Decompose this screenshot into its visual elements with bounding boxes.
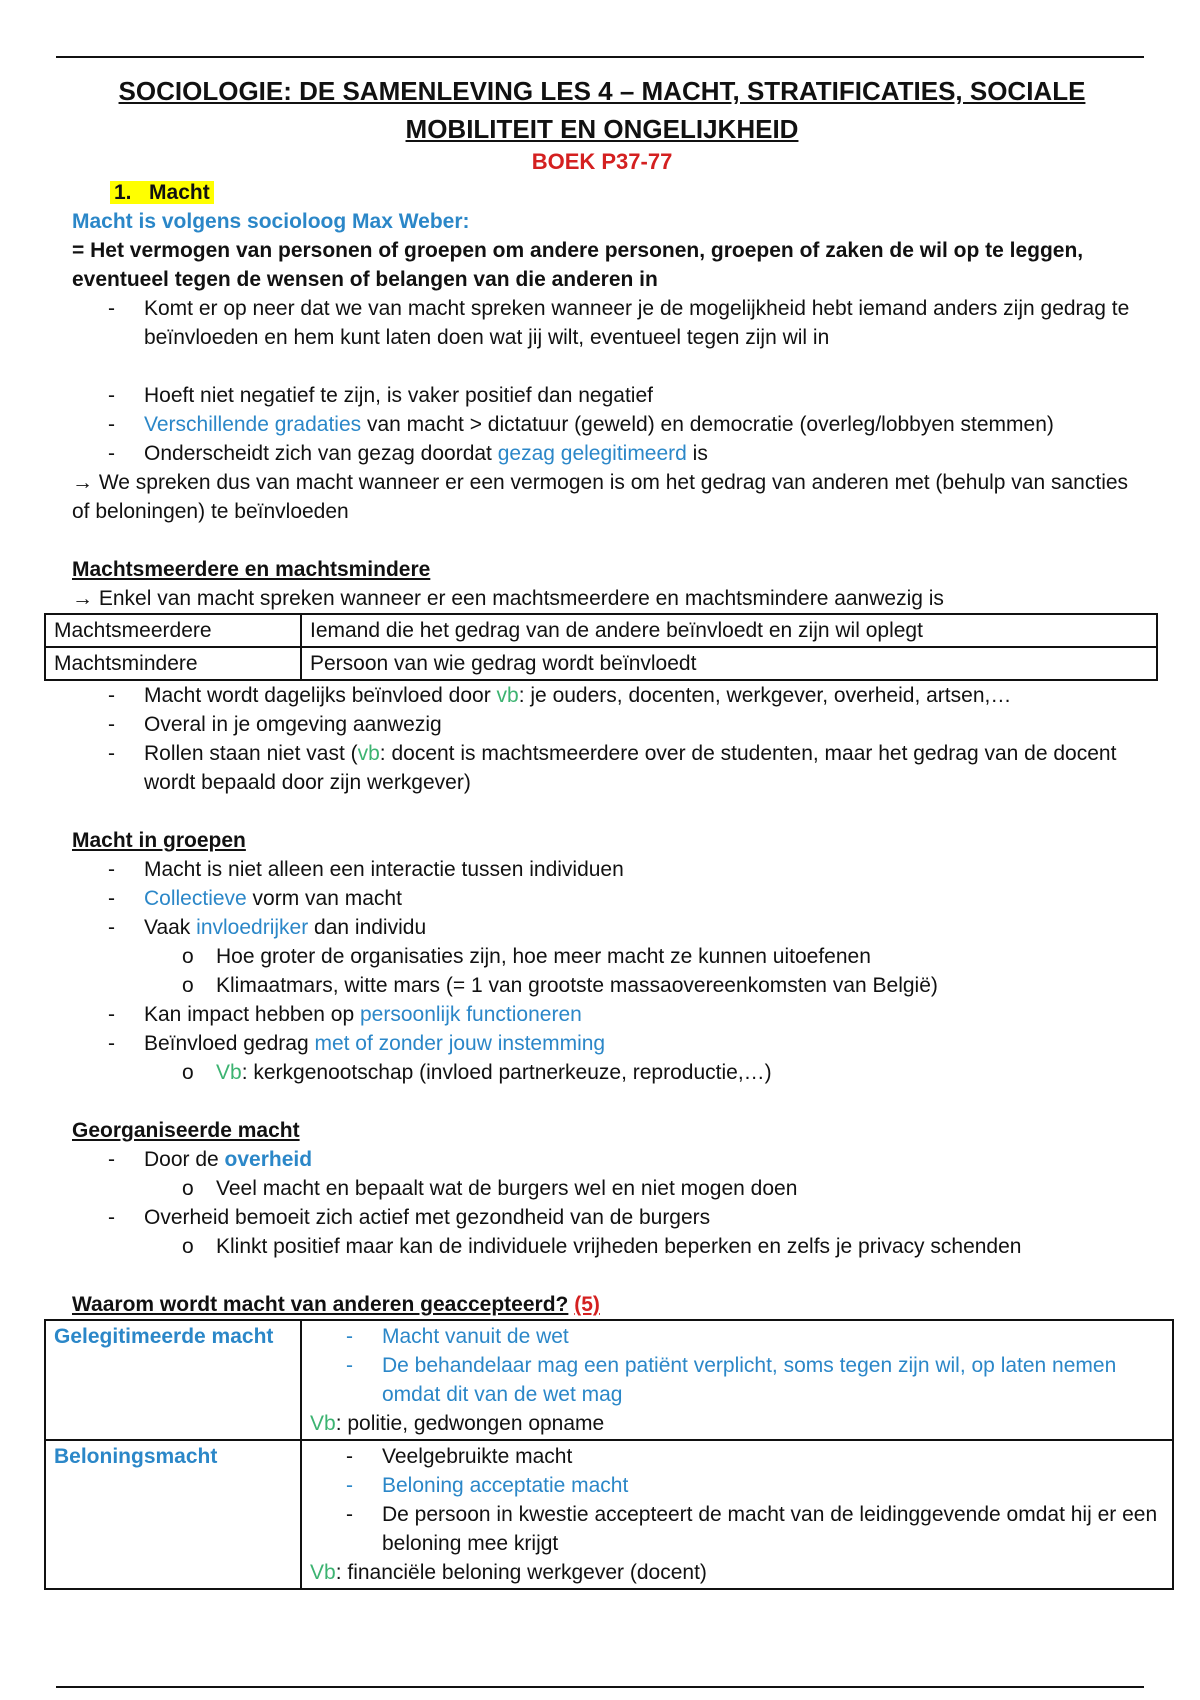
list-item: o Klinkt positief maar kan de individuele vrijheden beperken en zelfs je privacy schenden	[72, 1232, 1132, 1261]
table-row: Machtsmeerdere Iemand die het gedrag van de andere beïnvloedt en zijn wil oplegt	[45, 614, 1157, 647]
macht-bullets-2	[72, 381, 1132, 468]
top-rule	[56, 56, 1144, 58]
table-row: Beloningsmacht - Veelgebruikte macht - Beloning acceptatie macht - De persoon in kwestie accepteert de macht van de leidinggevende omdat hij er een beloning mee krijgt Vb: financiële beloning werkgever (docent)	[45, 1440, 1173, 1589]
georganiseerd-bullets-2	[72, 1203, 1132, 1232]
weber-intro: Macht is volgens socioloog Max Weber:	[72, 210, 470, 233]
georganiseerd-subbullets-2	[72, 1232, 1132, 1261]
groepen-bullets	[72, 855, 1132, 942]
list-item: - Macht is niet alleen een interactie tussen individuen	[72, 855, 1132, 884]
list-item: o Klimaatmars, witte mars (= 1 van grootste massaovereenkomsten van België)	[72, 971, 1132, 1000]
macht-definition: = Het vermogen van personen of groepen om andere personen, groepen of zaken de wil op te leggen, eventueel tegen de wensen of belangen van die anderen in	[72, 239, 1084, 291]
machtsmeerdere-note: → Enkel van macht spreken wanneer er een machtsmeerdere en machtsmindere aanwezig is	[72, 587, 944, 610]
groepen-subbullets-2	[72, 1058, 1132, 1087]
list-item: - Komt er op neer dat we van macht spreken wanneer je de mogelijkheid hebt iemand anders zijn gedrag te beïnvloeden en hem kunt laten doen wat jij wilt, eventueel tegen zijn wil in	[72, 294, 1132, 352]
heading-georganiseerde-macht: Georganiseerde macht	[72, 1119, 300, 1142]
acceptatie-table	[44, 1319, 1174, 1590]
list-item: - Beloning acceptatie macht	[310, 1471, 1164, 1500]
list-item: - Verschillende gradaties van macht > dictatuur (geweld) en democratie (overleg/lobbyen stemmen)	[72, 410, 1132, 439]
bottom-rule	[56, 1686, 1144, 1688]
list-item: - Macht vanuit de wet	[310, 1322, 1164, 1351]
list-item: - De behandelaar mag een patiënt verplicht, soms tegen zijn wil, op laten nemen omdat dit van de wet mag	[310, 1351, 1164, 1409]
list-item: - Collectieve vorm van macht	[72, 884, 1132, 913]
list-item: - Veelgebruikte macht	[310, 1442, 1164, 1471]
list-item: - Overheid bemoeit zich actief met gezondheid van de burgers	[72, 1203, 1132, 1232]
page-title: SOCIOLOGIE: DE SAMENLEVING LES 4 – MACHT, STRATIFICATIES, SOCIALE MOBILITEIT EN ONGELIJKHEID	[118, 76, 1086, 144]
table-row: Machtsmindere Persoon van wie gedrag wordt beïnvloedt	[45, 647, 1157, 680]
macht-conclusion: → We spreken dus van macht wanneer er een vermogen is om het gedrag van anderen met (behulp van sancties of beloningen) te beïnvloeden	[72, 471, 1129, 523]
example-line: Vb: financiële beloning werkgever (docent)	[310, 1561, 707, 1584]
heading-macht-in-groepen: Macht in groepen	[72, 829, 246, 852]
list-item: - Vaak invloedrijker dan individu	[72, 913, 1132, 942]
section-heading-macht: 1. Macht	[72, 178, 1132, 207]
list-item: - Kan impact hebben op persoonlijk functioneren	[72, 1000, 1132, 1029]
groepen-bullets-2	[72, 1000, 1132, 1058]
book-reference: BOEK P37-77	[531, 149, 673, 174]
list-item: o Vb: kerkgenootschap (invloed partnerkeuze, reproductie,…)	[72, 1058, 1132, 1087]
list-item: - Door de overheid	[72, 1145, 1132, 1174]
list-item: - Hoeft niet negatief te zijn, is vaker positief dan negatief	[72, 381, 1132, 410]
example-line: Vb: politie, gedwongen opname	[310, 1412, 605, 1435]
list-item: - Onderscheidt zich van gezag doordat gezag gelegitimeerd is	[72, 439, 1132, 468]
table-row: Gelegitimeerde macht - Macht vanuit de wet - De behandelaar mag een patiënt verplicht, soms tegen zijn wil, op laten nemen omdat dit van de wet mag Vb: politie, gedwongen opname	[45, 1320, 1173, 1440]
heading-acceptatie: Waarom wordt macht van anderen geaccepteerd? (5)	[72, 1293, 600, 1316]
list-item: o Hoe groter de organisaties zijn, hoe meer macht ze kunnen uitoefenen	[72, 942, 1132, 971]
machtsmeerdere-table	[44, 613, 1158, 681]
list-item: - De persoon in kwestie accepteert de macht van de leidinggevende omdat hij er een beloning mee krijgt	[310, 1500, 1164, 1558]
list-item: o Veel macht en bepaalt wat de burgers wel en niet mogen doen	[72, 1174, 1132, 1203]
list-item: - Overal in je omgeving aanwezig	[72, 710, 1132, 739]
heading-machtsmeerdere: Machtsmeerdere en machtsmindere	[72, 558, 431, 581]
list-item: - Rollen staan niet vast (vb: docent is machtsmeerdere over de studenten, maar het gedrag van de docent wordt bepaald door zijn werkgever)	[72, 739, 1132, 797]
georganiseerd-subbullets	[72, 1174, 1132, 1203]
document-page	[54, 72, 1158, 1590]
georganiseerd-bullets	[72, 1145, 1132, 1174]
machtsmeerdere-bullets	[72, 681, 1132, 797]
groepen-subbullets	[72, 942, 1132, 1000]
list-item: - Beïnvloed gedrag met of zonder jouw instemming	[72, 1029, 1132, 1058]
list-item: - Macht wordt dagelijks beïnvloed door vb: je ouders, docenten, werkgever, overheid, artsen,…	[72, 681, 1132, 710]
macht-bullets	[72, 294, 1132, 352]
